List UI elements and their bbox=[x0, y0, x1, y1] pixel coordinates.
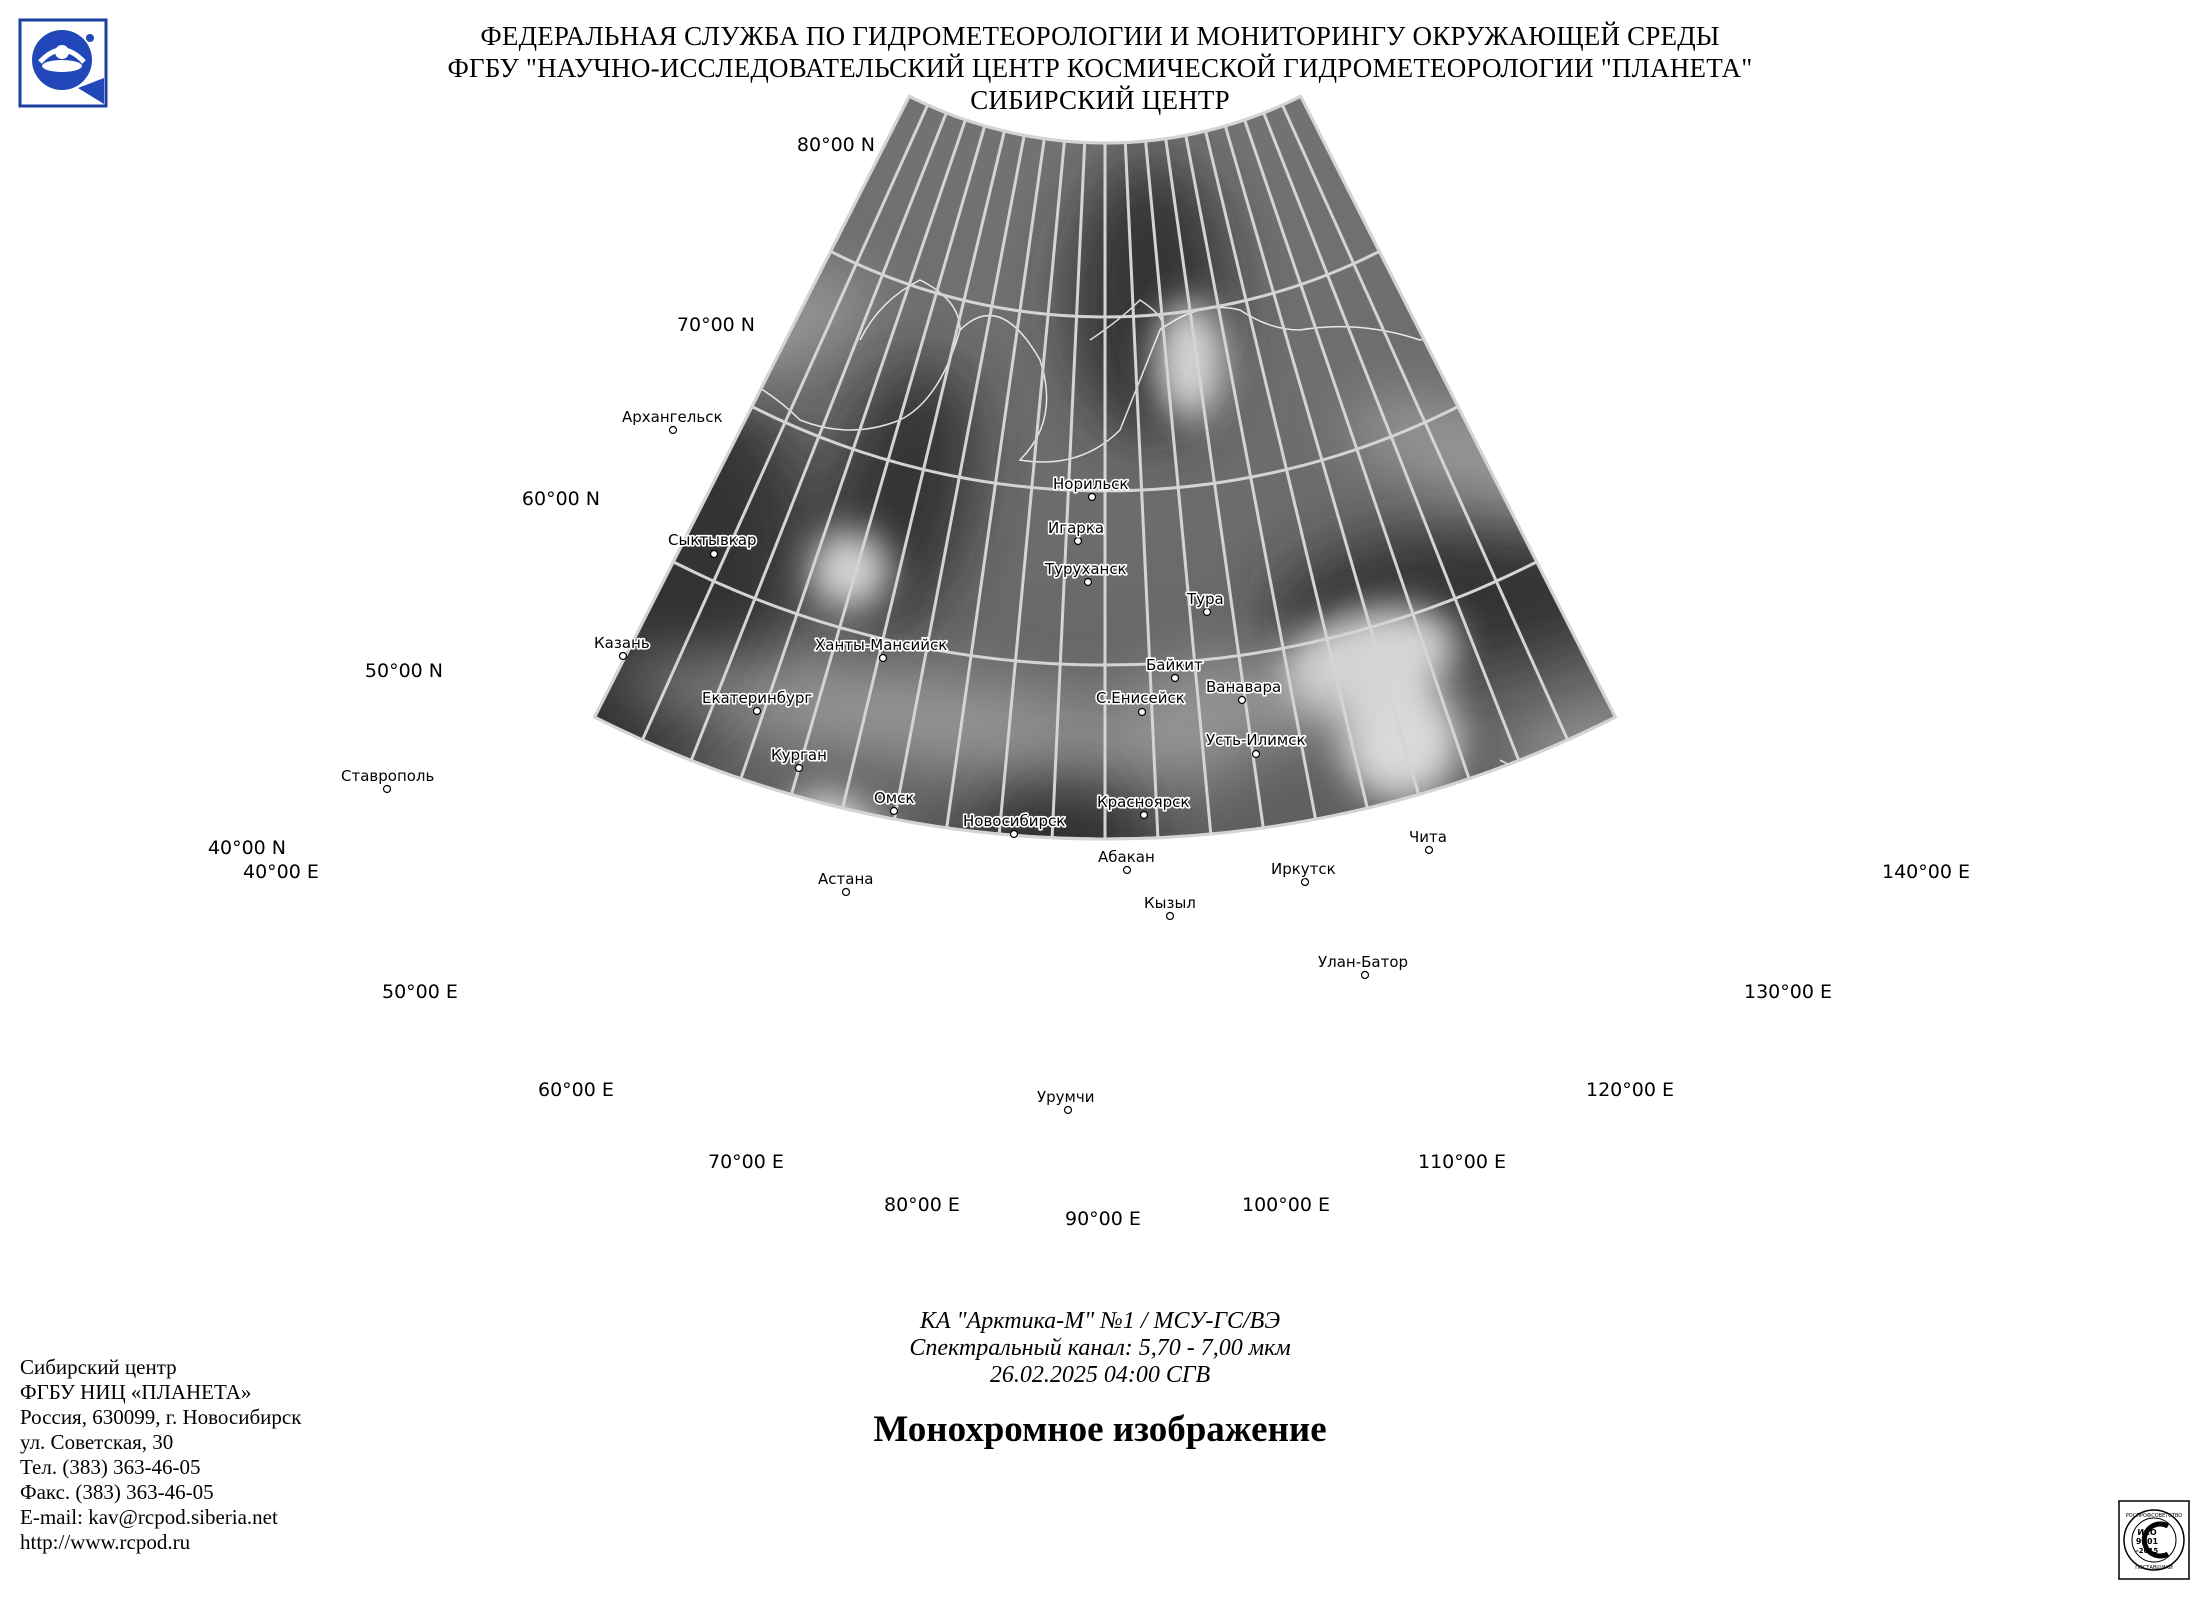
longitude-labels bbox=[243, 861, 1970, 1230]
svg-text:Курган: Курган bbox=[771, 746, 827, 764]
svg-text:Сыктывкар: Сыктывкар bbox=[668, 531, 757, 549]
lon-label-140: 140°00 E bbox=[1882, 861, 1970, 883]
svg-text:ПОСТАВЩИКИ: ПОСТАВЩИКИ bbox=[2135, 1565, 2173, 1571]
svg-text:Астана: Астана bbox=[818, 870, 874, 888]
contact-email: E-mail: kav@rcpod.siberia.net bbox=[20, 1505, 278, 1529]
city-abakan bbox=[1098, 848, 1155, 874]
product-title: Монохромное изображение bbox=[873, 1409, 1327, 1450]
iso-certification-badge bbox=[2118, 1500, 2190, 1580]
svg-text:Урумчи: Урумчи bbox=[1037, 1088, 1095, 1106]
lon-label-100: 100°00 E bbox=[1242, 1194, 1330, 1216]
svg-text:Екатеринбург: Екатеринбург bbox=[702, 689, 813, 707]
svg-text:Норильск: Норильск bbox=[1053, 475, 1129, 493]
caption-channel: Спектральный канал: 5,70 - 7,00 мкм bbox=[909, 1335, 1291, 1361]
city-ulaanbaatar bbox=[1318, 953, 1408, 979]
svg-text:Улан-Батор: Улан-Батор bbox=[1318, 953, 1409, 971]
svg-text:Новосибирск: Новосибирск bbox=[963, 812, 1066, 830]
city-urumqi bbox=[1037, 1088, 1094, 1114]
lon-label-80: 80°00 E bbox=[884, 1194, 960, 1216]
svg-text:Чита: Чита bbox=[1409, 828, 1447, 846]
caption-datetime: 26.02.2025 04:00 СГВ bbox=[989, 1362, 1211, 1388]
city-kyzyl bbox=[1144, 894, 1196, 920]
svg-text:Кызыл: Кызыл bbox=[1144, 894, 1196, 912]
city-stavropol bbox=[341, 767, 434, 793]
header-line-institute: ФГБУ "НАУЧНО-ИССЛЕДОВАТЕЛЬСКИЙ ЦЕНТР КОСМИЧЕСКОЙ ГИДРОМЕТЕОРОЛОГИИ "ПЛАНЕТА" bbox=[447, 53, 1753, 83]
svg-text:Байкит: Байкит bbox=[1146, 656, 1203, 674]
svg-text:Игарка: Игарка bbox=[1048, 519, 1105, 537]
lon-label-40: 40°00 E bbox=[243, 861, 319, 883]
contact-org: ФГБУ НИЦ «ПЛАНЕТА» bbox=[20, 1380, 252, 1404]
image-caption bbox=[700, 1308, 1500, 1389]
lon-label-120: 120°00 E bbox=[1586, 1079, 1674, 1101]
city-arkhangelsk bbox=[622, 408, 723, 434]
svg-text:РОСПРОФСОВЕТСТВО: РОСПРОФСОВЕТСТВО bbox=[2125, 1513, 2183, 1519]
contact-website: http://www.rcpod.ru bbox=[20, 1530, 191, 1554]
svg-text:Казань: Казань bbox=[594, 634, 650, 652]
caption-satellite: КА "Арктика-М" №1 / МСУ-ГС/ВЭ bbox=[919, 1308, 1281, 1334]
svg-text:Усть-Илимск: Усть-Илимск bbox=[1206, 731, 1306, 749]
svg-text:Иркутск: Иркутск bbox=[1271, 860, 1336, 878]
svg-text:Архангельск: Архангельск bbox=[622, 408, 723, 426]
svg-text:Абакан: Абакан bbox=[1098, 848, 1155, 866]
svg-text:Ванавара: Ванавара bbox=[1206, 678, 1282, 696]
city-astana bbox=[818, 870, 873, 896]
lat-label-70: 70°00 N bbox=[676, 314, 755, 336]
lon-label-50: 50°00 E bbox=[382, 981, 458, 1003]
svg-text:Тура: Тура bbox=[1187, 590, 1224, 608]
header-line-center: СИБИРСКИЙ ЦЕНТР bbox=[970, 85, 1230, 115]
lat-label-60: 60°00 N bbox=[521, 488, 600, 510]
header-line-agency: ФЕДЕРАЛЬНАЯ СЛУЖБА ПО ГИДРОМЕТЕОРОЛОГИИ И МОНИТОРИНГУ ОКРУЖАЮЩЕЙ СРЕДЫ bbox=[480, 21, 1720, 51]
lon-label-60: 60°00 E bbox=[538, 1079, 614, 1101]
contact-phone: Тел. (383) 363-46-05 bbox=[20, 1455, 201, 1479]
lon-label-90: 90°00 E bbox=[1065, 1208, 1141, 1230]
lat-label-50: 50°00 N bbox=[364, 660, 443, 682]
svg-text:Туруханск: Туруханск bbox=[1045, 560, 1127, 578]
lat-label-80: 80°00 N bbox=[796, 134, 875, 156]
lon-label-70: 70°00 E bbox=[708, 1151, 784, 1173]
svg-text:-2015: -2015 bbox=[2135, 1547, 2159, 1555]
contact-block bbox=[20, 1355, 301, 1555]
svg-text:9001: 9001 bbox=[2135, 1537, 2159, 1546]
contact-fax: Факс. (383) 363-46-05 bbox=[20, 1480, 214, 1504]
lon-label-130: 130°00 E bbox=[1744, 981, 1832, 1003]
lon-label-110: 110°00 E bbox=[1418, 1151, 1506, 1173]
lat-label-40: 40°00 N bbox=[207, 837, 286, 859]
svg-text:Ставрополь: Ставрополь bbox=[341, 767, 435, 785]
contact-address: Россия, 630099, г. Новосибирск bbox=[20, 1405, 302, 1429]
svg-text:Красноярск: Красноярск bbox=[1097, 793, 1190, 811]
contact-center: Сибирский центр bbox=[20, 1355, 177, 1379]
svg-text:С.Енисейск: С.Енисейск bbox=[1096, 689, 1185, 707]
svg-text:Ханты-Мансийск: Ханты-Мансийск bbox=[815, 636, 948, 654]
svg-text:ИСО: ИСО bbox=[2137, 1528, 2157, 1537]
svg-text:Омск: Омск bbox=[874, 789, 915, 807]
city-chita bbox=[1409, 828, 1447, 854]
contact-street: ул. Советская, 30 bbox=[20, 1430, 174, 1454]
city-irkutsk bbox=[1271, 860, 1336, 886]
